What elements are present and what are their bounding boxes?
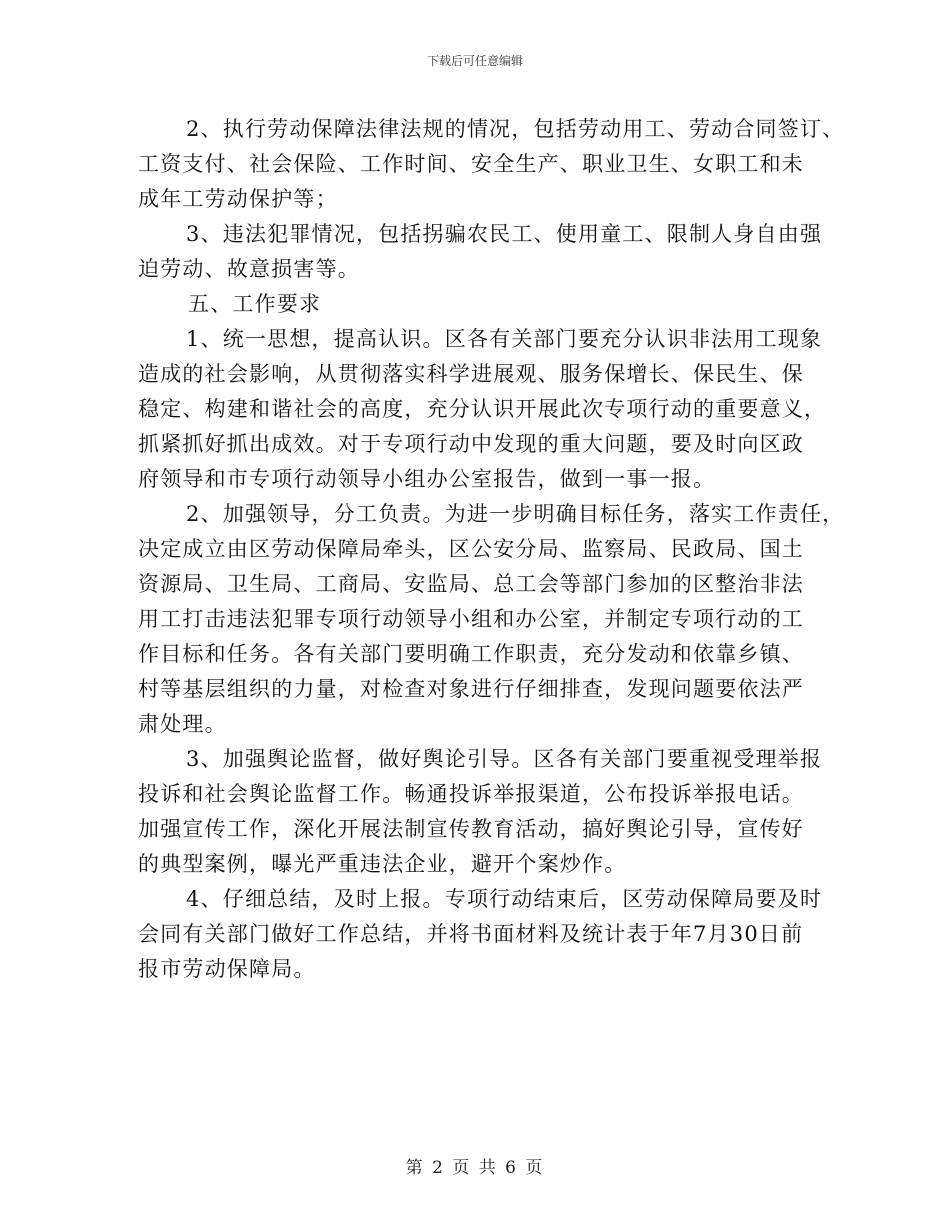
page-number-footer: 第 2 页 共 6 页 <box>405 1158 545 1178</box>
paragraph-line: 1、统一思想，提高认识。区各有关部门要充分认识非法用工现象 <box>186 327 823 351</box>
paragraph-line: 4、仔细总结，及时上报。专项行动结束后，区劳动保障局要及时 <box>186 887 823 911</box>
page-header: 下载后可任意编辑 <box>426 54 523 68</box>
paragraph-line: 加强宣传工作，深化开展法制宣传教育活动，搞好舆论引导，宣传好 <box>138 817 804 841</box>
paragraph-line: 2、加强领导，分工负责。为进一步明确目标任务，落实工作责任， <box>186 502 845 526</box>
paragraph-line: 村等基层组织的力量，对检查对象进行仔细排查，发现问题要依法严 <box>138 677 804 701</box>
paragraph-line: 作目标和任务。各有关部门要明确工作职责，充分发动和依靠乡镇、 <box>138 642 804 666</box>
paragraph-line: 造成的社会影响，从贯彻落实科学进展观、服务保增长、保民生、保 <box>138 362 804 386</box>
paragraph-line: 资源局、卫生局、工商局、安监局、总工会等部门参加的区整治非法 <box>138 572 804 596</box>
paragraph-line: 抓紧抓好抓出成效。对于专项行动中发现的重大问题，要及时向区政 <box>138 432 804 456</box>
paragraph-line: 府领导和市专项行动领导小组办公室报告，做到一事一报。 <box>138 467 716 491</box>
paragraph-line: 投诉和社会舆论监督工作。畅通投诉举报渠道，公布投诉举报电话。 <box>138 782 804 806</box>
paragraph-line: 决定成立由区劳动保障局牵头，区公安分局、监察局、民政局、国土 <box>138 537 804 561</box>
paragraph-line: 成年工劳动保护等； <box>138 187 338 211</box>
paragraph-line: 2、执行劳动保障法律法规的情况，包括劳动用工、劳动合同签订、 <box>186 117 845 141</box>
paragraph-line: 3、加强舆论监督，做好舆论引导。区各有关部门要重视受理举报 <box>186 747 823 771</box>
paragraph-line: 工资支付、社会保险、工作时间、安全生产、职业卫生、女职工和未 <box>138 152 804 176</box>
paragraph-line: 会同有关部门做好工作总结，并将书面材料及统计表于年7月30日前 <box>138 922 804 946</box>
paragraph-line: 迫劳动、故意损害等。 <box>138 257 360 281</box>
section-heading: 五、工作要求 <box>188 292 322 316</box>
paragraph-line: 肃处理。 <box>138 712 227 736</box>
paragraph-line: 的典型案例，曝光严重违法企业，避开个案炒作。 <box>138 852 627 876</box>
paragraph-line: 报市劳动保障局。 <box>138 957 316 981</box>
paragraph-line: 稳定、构建和谐社会的高度，充分认识开展此次专项行动的重要意义， <box>138 397 827 421</box>
paragraph-line: 3、违法犯罪情况，包括拐骗农民工、使用童工、限制人身自由强 <box>186 222 823 246</box>
paragraph-line: 用工打击违法犯罪专项行动领导小组和办公室，并制定专项行动的工 <box>138 607 804 631</box>
document-body <box>138 112 845 987</box>
